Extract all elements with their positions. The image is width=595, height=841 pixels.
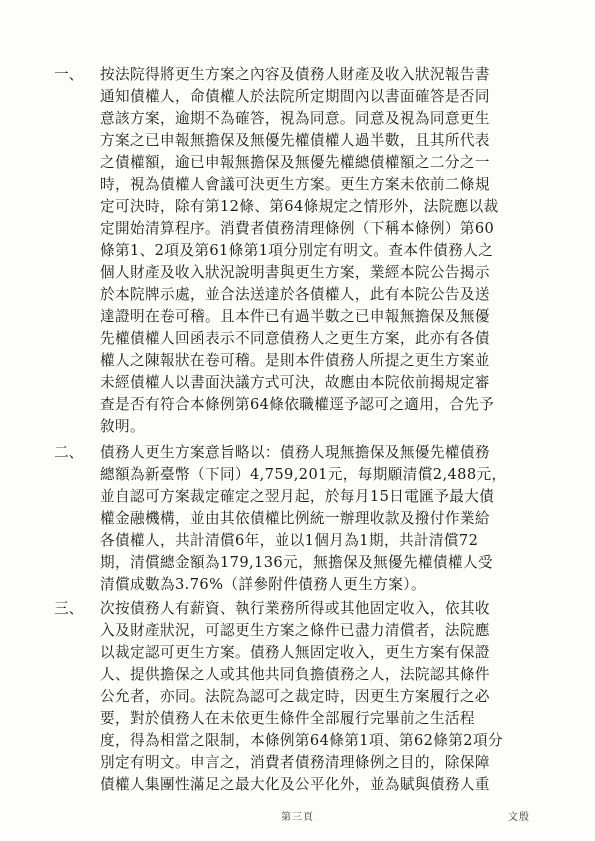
text-line: 公允者，亦同。法院為認可之裁定時，因更生方案履行之必 [100,688,490,705]
page-number: 第三頁 [281,812,314,823]
text-line: 未經債權人以書面決議方式可決，故應由本院依前揭規定審 [100,374,490,391]
section-number: 三、 [54,600,84,617]
text-line: 以裁定認可更生方案。債務人無固定收入，更生方案有保證 [100,644,490,661]
section-1 [54,64,545,438]
text-line: 各債權人，共計清償6年，並以1個月為1期，共計清償72 [100,532,479,549]
text-line: 達證明在卷可稽。且本件已有過半數之已申報無擔保及無優 [100,308,490,325]
text-line: 期，清償總金額為179,136元，無擔保及無優先權債權人受 [100,554,494,571]
text-line: 通知債權人，命債權人於法院所定期間內以書面確答是否同 [100,88,490,105]
text-line: 意該方案，逾期不為確答，視為同意。同意及視為同意更生 [100,110,490,127]
text-line: 權人之陳報狀在卷可稽。是則本件債務人所提之更生方案並 [100,352,490,369]
text-line: 定可決時，除有第12條、第64條規定之情形外，法院應以裁 [100,198,499,215]
text-line: 總額為新臺幣（下同）4,759,201元，每期願清償2,488元， [100,466,507,483]
text-line: 度，得為相當之限制，本條例第64條第1項、第62條第2項分 [100,732,503,749]
text-line: 要，對於債務人在未依更生條件全部履行完畢前之生活程 [100,710,475,727]
text-line: 之債權額，逾已申報無擔保及無優先權總債權額之二分之一 [100,154,490,171]
text-line: 權金融機構，並由其依債權比例統一辦理收款及撥付作業給 [100,510,490,527]
text-line: 並自認可方案裁定確定之翌月起，於每月15日電匯予最大債 [100,488,495,505]
text-line: 人、提供擔保之人或其他共同負擔債務之人，法院認其條件 [100,666,490,683]
text-line: 清償成數為3.76%（詳參附件債務人更生方案）。 [100,576,426,593]
text-line: 於本院牌示處，並合法送達於各債權人，此有本院公告及送 [100,286,490,303]
text-line: 個人財產及收入狀況說明書與更生方案，業經本院公告揭示 [100,264,490,281]
text-line: 時，視為債權人會議可決更生方案。更生方案未依前二條規 [100,176,490,193]
section-number: 一、 [54,66,84,83]
text-line: 按法院得將更生方案之內容及債務人財產及收入狀況報告書 [100,66,490,83]
text-line: 先權債權人回函表示不同意債務人之更生方案，此亦有各債 [100,330,490,347]
section-2 [54,442,545,596]
text-line: 債務人更生方案意旨略以：債務人現無擔保及無優先權債務 [100,444,490,461]
text-line: 入及財產狀況，可認更生方案之條件已盡力清償者，法院應 [100,622,490,639]
text-line: 債權人集團性滿足之最大化及公平化外，並為賦與債務人重 [100,776,490,793]
text-line: 敘明。 [100,418,145,435]
text-line: 條第1、2項及第61條第1項分別定有明文。查本件債務人之 [100,242,494,259]
text-line: 定開始清算程序。消費者債務清理條例（下稱本條例）第60 [100,220,495,237]
text-line: 方案之已申報無擔保及無優先權債權人過半數，且其所代表 [100,132,490,149]
section-number: 二、 [54,444,84,461]
clerk-mark: 文殷 [508,812,530,823]
text-line: 別定有明文。申言之，消費者債務清理條例之目的，除保障 [100,754,490,771]
text-line: 查是否有符合本條例第64條依職權逕予認可之適用，合先予 [100,396,495,413]
text-line: 次按債務人有薪資、執行業務所得或其他固定收入，依其收 [100,600,490,617]
section-3 [54,598,545,796]
